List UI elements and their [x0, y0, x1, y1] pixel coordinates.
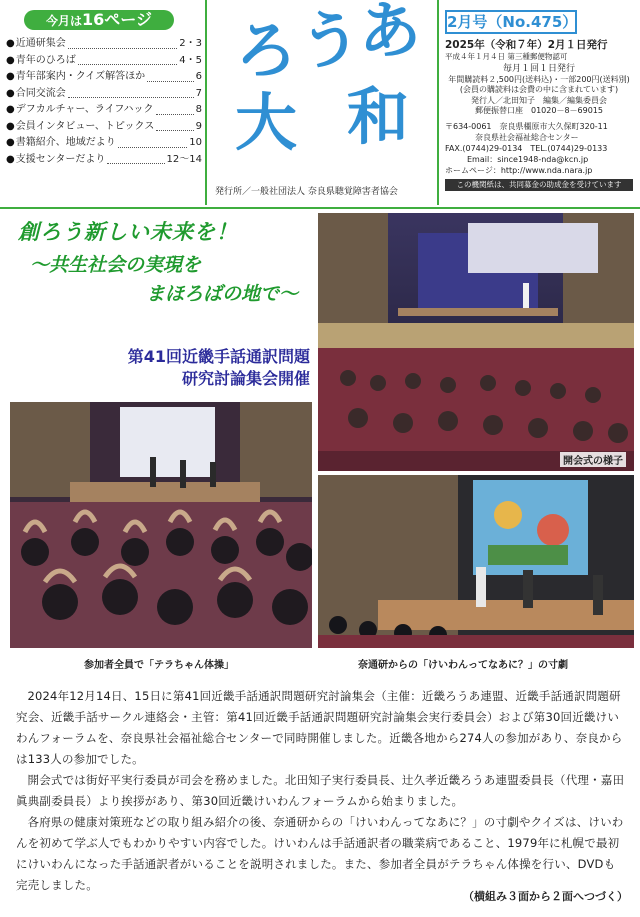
- article-paragraph: 2024年12月14日、15日に第41回近畿手話通訳問題研究討論集会（主催：近畿ろうあ連盟、近畿手話通訳問題研究会、近畿手話サークル連絡会・主管：第41回近畿手話通訳問題研究討論集会実行委員会）および第30回近畿けいわんフォーラムを、奈良県社会福祉総合センターで同時開催しました。近畿各地から274人の参加があり、奈良からは133人の参加でした。: [16, 689, 623, 766]
- toc-leader: [107, 152, 164, 165]
- photo-opening-ceremony: [318, 213, 634, 471]
- toc-item-pages: 8: [195, 104, 202, 115]
- toc-item: [6, 36, 202, 53]
- fee-note: (会員の購読料は会費の中に含まれています): [459, 85, 619, 94]
- toc-item-pages: 6: [195, 71, 202, 82]
- toc-item: [6, 135, 202, 152]
- header-divider: [0, 207, 640, 209]
- conference-title: [80, 346, 310, 390]
- article-paragraph: 各府県の健康対策班などの取り組み紹介の後、奈通研からの「けいわんってなあに？」の寸劇やクイズは、けいわんを初めて学ぶ人でもわかりやすい内容でした。けいわんは手話通訳者の職業病であること、1979年に札幌で最初にけいわんになった手話通訳者がいることを説明されました。また、参加者全員がテラちゃん体操を行い、DVDも完売しました。: [16, 815, 624, 892]
- toc-item-label: 近通研集会: [15, 38, 66, 49]
- article-paragraph: 開会式では街好平実行委員が司会を務めました。北田知子実行委員長、辻久孝近畿ろうあ連盟委員長（代理・嘉田眞典副委員長）より挨拶があり、第30回近畿けいわんフォーラムから始まりました。: [16, 773, 625, 808]
- toc-item-label: 会員インタビュー、トピックス: [15, 120, 155, 132]
- toc-item: [6, 53, 202, 70]
- masthead-char: 大: [235, 86, 298, 159]
- postal-permit: 平成４年１月４日 第三種郵便物認可: [445, 52, 568, 61]
- toc-item-label: 支援センターだより: [15, 153, 106, 165]
- postal-account: 郵便振替口座 01020－8－69015: [475, 106, 603, 115]
- headline-sub1: ～共生社会の実現を: [30, 254, 202, 276]
- fund-notice: この機関紙は、共同募金の助成金を受けています: [445, 179, 633, 191]
- toc-item: [6, 69, 202, 86]
- headline-sub2: まほろばの地で～: [146, 283, 299, 305]
- toc-leader: [118, 135, 188, 148]
- toc-item-label: 合同交流会: [15, 87, 66, 99]
- toc-item-pages: 9: [195, 120, 202, 132]
- issue-number: 2月号（No.475）: [445, 10, 577, 34]
- masthead-char: う: [299, 4, 362, 77]
- toc-item: [6, 119, 202, 136]
- masthead-char: ろ: [235, 14, 298, 87]
- subscription-info: [445, 64, 633, 117]
- bullet-icon: ●: [6, 38, 15, 49]
- fee-line: 年間購読料２,500円(送料込)・一部200円(送料別): [448, 74, 630, 84]
- toc-list: [6, 36, 202, 168]
- caption-skit: 奈通研からの「けいわんってなあに？」の寸劇: [358, 660, 568, 671]
- staff-line: 発行人／北田知子 編集／編集委員会: [471, 95, 607, 105]
- monthly-note: 毎月１回１日発行: [502, 64, 575, 74]
- toc-item: [6, 102, 202, 119]
- toc-item-label: デフカルチャー、ライフハック: [15, 104, 154, 115]
- issue-info: [445, 10, 633, 191]
- photo-skit: [318, 475, 634, 648]
- caption-opening: 開会式の様子: [560, 452, 626, 467]
- toc-item-pages: 7: [195, 87, 202, 99]
- fax-tel: FAX.(0744)29-0134 TEL.(0744)29-0133: [445, 143, 608, 153]
- toc-item-label: 青年部案内・クイズ解答ほか: [15, 71, 146, 82]
- toc-leader: [156, 102, 194, 115]
- website: ホームページ：http://www.nda.nara.jp: [445, 165, 593, 175]
- bullet-icon: ●: [6, 54, 15, 66]
- article-body: [16, 686, 626, 896]
- toc-item: [6, 152, 202, 169]
- toc-item-pages: 2・3: [179, 38, 202, 49]
- toc-item-pages: 12～14: [166, 153, 202, 165]
- toc-item-pages: 10: [189, 137, 202, 148]
- bullet-icon: ●: [6, 104, 15, 115]
- headline: [18, 216, 318, 306]
- bullet-icon: ●: [6, 153, 15, 165]
- toc-item-label: 書籍紹介、地域だより: [15, 137, 116, 148]
- toc-item-pages: 4・5: [179, 54, 202, 66]
- address-building: 奈良県社会福祉総合センター: [475, 132, 579, 142]
- table-of-contents: [6, 10, 202, 168]
- bullet-icon: ●: [6, 120, 15, 132]
- toc-leader: [156, 119, 193, 132]
- toc-leader: [68, 86, 194, 99]
- masthead-char: あ: [359, 0, 422, 67]
- address-line: 〒634-0061 奈良県橿原市大久保町320-11: [445, 121, 608, 131]
- address-block: [445, 121, 633, 176]
- publisher: 発行所／一般社団法人 奈良県聴覚障害者協会: [215, 187, 398, 197]
- toc-item-label: 青年のひろば: [15, 54, 76, 66]
- masthead: [205, 0, 439, 205]
- toc-title-pages: 16ページ: [82, 10, 152, 29]
- toc-title: [24, 10, 174, 30]
- toc-leader: [68, 36, 178, 49]
- masthead-char: 和: [347, 80, 410, 153]
- toc-leader: [147, 69, 193, 82]
- issue-date: 2025年（令和７年）2月１日発行: [445, 39, 608, 51]
- headline-main: 創ろう新しい未来を！: [18, 220, 238, 244]
- header: [0, 0, 640, 205]
- photo-exercise: [10, 402, 312, 648]
- bullet-icon: ●: [6, 71, 15, 82]
- bullet-icon: ●: [6, 137, 15, 148]
- toc-title-pre: 今月は: [46, 14, 83, 28]
- toc-item: [6, 86, 202, 103]
- continuation-note: （横組み３面から２面へつづく）: [463, 890, 628, 903]
- toc-leader: [78, 53, 178, 66]
- caption-exercise: 参加者全員で「テラちゃん体操」: [84, 660, 234, 671]
- conference-title-line1: 第41回近畿手話通訳問題: [127, 347, 310, 366]
- conference-title-line2: 研究討論集会開催: [181, 369, 310, 388]
- bullet-icon: ●: [6, 87, 15, 99]
- email: Email：since1948-nda@kcn.jp: [467, 154, 589, 164]
